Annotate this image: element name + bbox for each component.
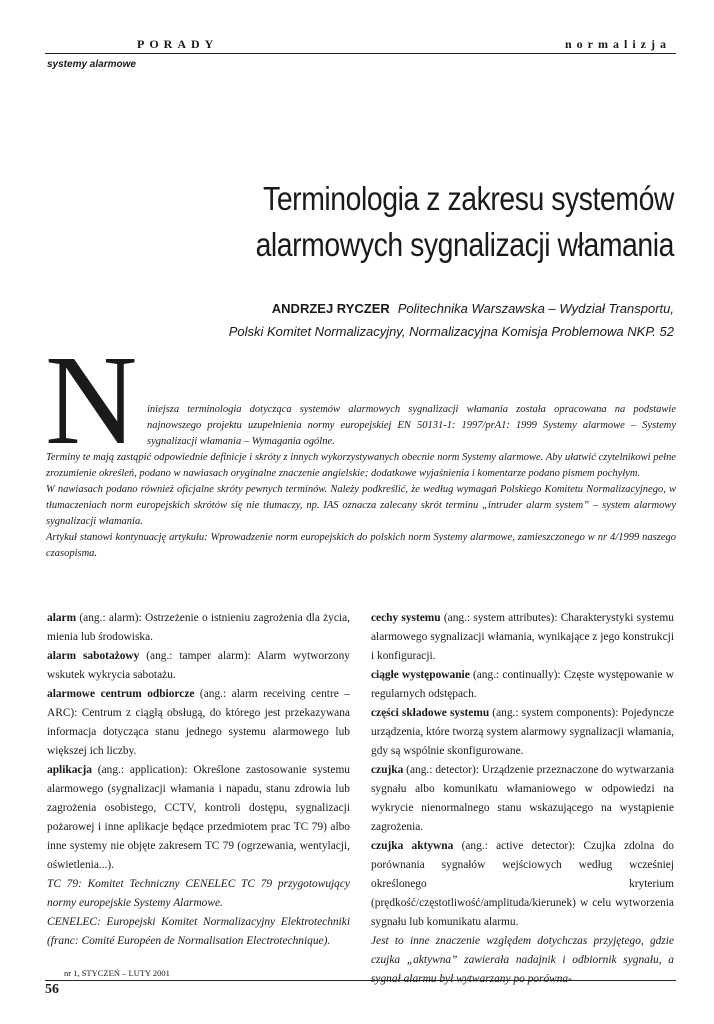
article-title [146,176,674,268]
glossary-entry [371,609,674,666]
entry-note: TC 79: Komitet Techniczny CENELEC TC 79 przygotowujący normy europejskie Systemy Alarmowe. [47,878,350,909]
entry-definition: (ang.: detector): Urządzenie przeznaczone do wytwarzania sygnału albo komunikatu włamaniowego w odpowiedzi na wykrycie nienormalnego stanu wskazującego na wystąpienie zagrożenia. [371,764,674,833]
entry-term: alarm sabotażowy [47,650,140,662]
page-number: 56 [45,982,59,997]
entry-note: Jest to inne znaczenie względem dotychczas przyjętego, gdzie czujka „aktywna” zawierała nadajnik i odbiornik sygnału, a sygnał alarmu był wytwarzany po porówna- [371,935,674,985]
footer-rule [45,980,676,981]
title-line-1: Terminologia z zakresu systemów [263,180,674,217]
entry-term: cechy systemu [371,612,441,624]
entry-term: alarm [47,612,77,624]
entry-note: CENELEC: Europejski Komitet Normalizacyjny Elektrotechniki (franc: Comité Européen de Normalisation Electrotechnique). [47,916,350,947]
entry-definition: (ang.: application): Określone zastosowanie systemu alarmowego (sygnalizacji włamania i napadu, stanu zdrowia lub zagrożenia osobistego, CCTV, kontroli dostępu, sygnalizacji pożarowej i inne aplikacje będące przedmiotem prac TC 79) albo inne systemy nie objęte zakresem TC 79 (ogrzewania, wentylacji, oświetlenia...). [47,764,350,871]
entry-definition: (ang.: alarm): Ostrzeżenie o istnieniu zagrożenia dla życia, mienia lub środowiska. [47,612,350,643]
right-column [371,609,674,989]
entry-term: części składowe systemu [371,707,490,719]
intro-paragraph-1: iniejsza terminologia dotycząca systemów alarmowych sygnalizacji włamania została opracowana na podstawie najnowszego projektu uzupełnienia normy europejskiej EN 50131-1: 1997/prA1: 1999 Systemy alarmowe – Systemy sygnalizacji włamania – Wymagania ogólne. [147,404,676,447]
running-header-right: normalizja [565,37,671,51]
entry-definition: (ang.: tamper alarm): Alarm wytworzony wskutek wykrycia sabotażu. [47,650,350,681]
entry-definition: (ang.: system attributes): Charakterystyki systemu alarmowego sygnalizacji włamania, wynikające z jego konstrukcji i konfiguracji. [371,612,674,662]
header-rule [45,53,676,54]
intro-paragraph-4: Artykuł stanowi kontynuację artykułu: Wprowadzenie norm europejskich do polskich norm Systemy alarmowe, zamieszczonego w nr 4/1999 naszego czasopisma. [46,532,676,559]
entry-definition: (ang.: continually): Częste występowanie w regularnych odstępach. [371,669,674,700]
entry-term: czujka aktywna [371,840,454,852]
intro-paragraph-3: W nawiasach podano również oficjalne skróty pewnych terminów. Należy podkreślić, że według wymagań Polskiego Komitetu Normalizacyjnego, w tłumaczeniach norm europejskich skrótów się nie tłumaczy, np. IAS oznacza zalecany skrót terminu „intruder alarm system” – system alarmowy sygnalizacji włamania. [46,484,676,527]
entry-term: aplikacja [47,764,92,776]
intro-block [46,402,676,562]
running-header-left: PORADY [137,37,219,51]
intro-paragraph-2: Terminy te mają zastąpić odpowiednie definicje i skróty z innych wykorzystywanych obecnie norm Systemy alarmowe. Aby ułatwić czytelnikowi pełne zrozumienie określeń, podano w nawiasach oryginalne znaczenie angielskie; dodatkowe wyjaśnienia i komentarze podano pismem pochyłym. [46,452,676,479]
entry-term: ciągłe występowanie [371,669,470,681]
glossary-entry [371,761,674,837]
author-name: ANDRZEJ RYCZER [271,301,390,316]
glossary-entry [371,666,674,704]
glossary-entry [47,685,350,761]
entry-definition: (ang.: active detector): Czujka zdolna do porównania sygnałów wejściowych według wcześniej określonego kryterium (prędkość/częstotliwość/amplituda/kierunek) w celu wytworzenia sygnału lub komunikatu alarmu. [371,840,674,928]
affiliation-line-2: Polski Komitet Normalizacyjny, Normalizacyjna Komisja Problemowa NKP. 52 [228,324,674,339]
issue-info: nr 1, STYCZEŃ – LUTY 2001 [64,968,170,978]
entry-definition: (ang.: alarm receiving centre – ARC): Centrum z ciągłą obsługą, do którego jest przekazywana informacja dotycząca stanu jednego systemu alarmowego lub większej ich liczby. [47,688,350,757]
glossary-entry [47,609,350,647]
glossary-entry [371,704,674,761]
affiliation-line-1: Politechnika Warszawska – Wydział Transportu, [397,301,674,316]
left-column [47,609,350,951]
entry-term: czujka [371,764,404,776]
glossary-entry [47,761,350,875]
entry-definition: (ang.: system components): Pojedyncze urządzenia, które tworzą system alarmowy sygnalizacji włamania, gdy są wspólnie skonfigurowane. [371,707,674,757]
title-line-2: alarmowych sygnalizacji włamania [255,226,675,263]
byline [100,297,674,343]
drop-cap: N [45,329,138,471]
entry-term: alarmowe centrum odbiorcze [47,688,195,700]
glossary-entry [371,837,674,932]
section-label: systemy alarmowe [47,59,136,70]
glossary-entry [47,647,350,685]
